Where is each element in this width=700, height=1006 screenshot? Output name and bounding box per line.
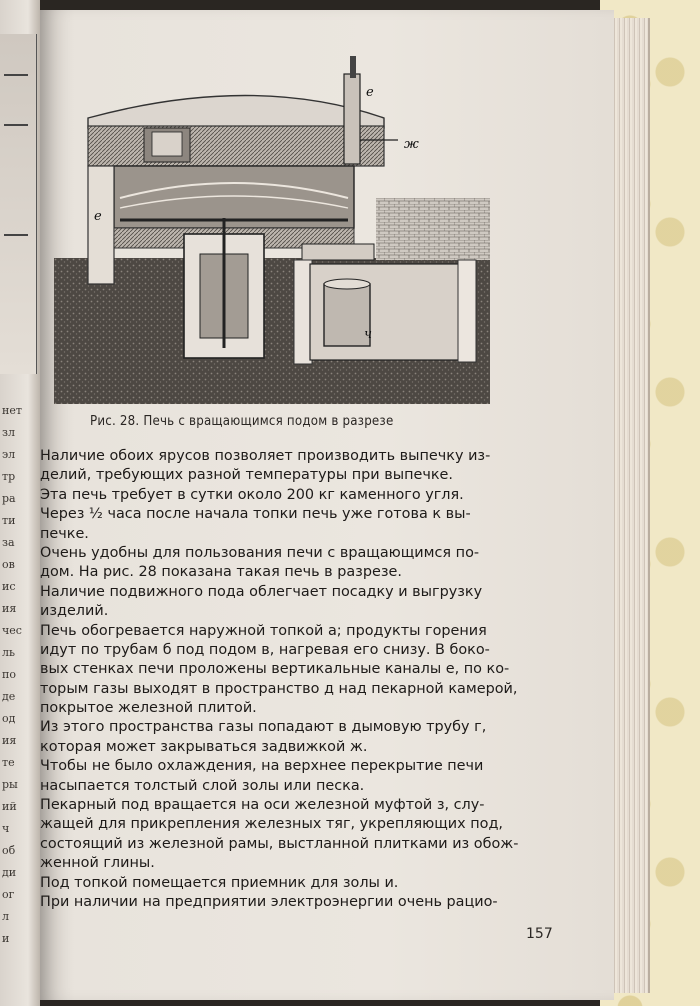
- label-zh: ж: [404, 137, 419, 152]
- oven-drawing: [54, 48, 490, 404]
- label-e-top: е: [366, 85, 374, 100]
- previous-page-text-fragment: де: [2, 690, 16, 703]
- previous-page-text-fragment: ог: [2, 888, 15, 901]
- page-number: 157: [526, 926, 553, 942]
- figure-caption: Рис. 28. Печь с вращающимся подом в разрезе: [90, 414, 394, 429]
- text-line: которая может закрываться задвижкой ж.: [40, 738, 368, 755]
- previous-page-text-fragment: зл: [2, 426, 15, 439]
- label-ch: ч: [364, 327, 373, 342]
- previous-page-text-fragment: ди: [2, 866, 17, 879]
- oven-cross-section-figure: [54, 48, 490, 404]
- text-line: делий, требующих разной температуры при выпечке.: [40, 467, 453, 484]
- previous-page-text-fragment: ис: [2, 580, 16, 593]
- previous-page-text-fragment: л: [2, 910, 9, 923]
- text-line: Очень удобны для пользования печи с вращающимся по-: [40, 544, 480, 561]
- previous-page-text-fragment: и: [2, 932, 10, 945]
- book-page: [40, 10, 614, 1000]
- text-line: Под топкой помещается приемник для золы и.: [40, 874, 399, 891]
- body-text: [40, 447, 585, 912]
- previous-page: [0, 0, 40, 1006]
- previous-page-text-fragment: ий: [2, 800, 17, 813]
- text-line: женной глины.: [40, 855, 155, 872]
- previous-page-text-fragment: те: [2, 756, 15, 769]
- text-line: Из этого пространства газы попадают в дымовую трубу г,: [40, 719, 487, 736]
- label-e-left: е: [94, 209, 102, 224]
- previous-page-text-fragment: по: [2, 668, 16, 681]
- text-line: При наличии на предприятии электроэнергии очень рацио-: [40, 893, 498, 910]
- previous-page-text-fragment: за: [2, 536, 15, 549]
- previous-page-text-fragment: эл: [2, 448, 16, 461]
- text-line: покрытое железной плитой.: [40, 700, 257, 717]
- previous-page-text-fragment: ия: [2, 602, 17, 615]
- text-line: Чтобы не было охлаждения, на верхнее перекрытие печи: [40, 758, 484, 775]
- previous-page-text-fragment: нет: [2, 404, 22, 417]
- book-page-edges: [612, 18, 650, 993]
- text-line: торым газы выходят в пространство д над пекарной камерой,: [40, 680, 518, 697]
- text-line: дом. На рис. 28 показана такая печь в разрезе.: [40, 564, 402, 581]
- text-line: Наличие подвижного пода облегчает посадку и выгрузку: [40, 583, 483, 600]
- previous-page-text-fragment: ра: [2, 492, 16, 505]
- text-line: изделий.: [40, 603, 109, 620]
- text-line: жащей для прикрепления железных тяг, укрепляющих под,: [40, 816, 503, 833]
- text-line: идут по трубам б под подом в, нагревая его снизу. В боко-: [40, 641, 490, 658]
- previous-page-text-fragment: ль: [2, 646, 15, 659]
- text-line: Эта печь требует в сутки около 200 кг каменного угля.: [40, 486, 464, 503]
- text-line: Пекарный под вращается на оси железной муфтой з, слу-: [40, 797, 485, 814]
- text-line: состоящий из железной рамы, выстланной плитками из обож-: [40, 835, 519, 852]
- previous-page-figure: [0, 34, 37, 374]
- text-line: Наличие обоих ярусов позволяет производить выпечку из-: [40, 448, 491, 464]
- text-line: вых стенках печи проложены вертикальные каналы е, по ко-: [40, 661, 510, 678]
- previous-page-text-fragment: об: [2, 844, 16, 857]
- previous-page-text-fragment: ия: [2, 734, 17, 747]
- previous-page-text-fragment: ти: [2, 514, 16, 527]
- previous-page-text-fragment: ов: [2, 558, 15, 571]
- previous-page-text-fragment: ры: [2, 778, 18, 791]
- text-line: Печь обогревается наружной топкой а; продукты горения: [40, 622, 487, 639]
- previous-page-text-fragment: ч: [2, 822, 10, 835]
- previous-page-text-fragment: чес: [2, 624, 22, 637]
- previous-page-text-fragment: од: [2, 712, 16, 725]
- text-line: печке.: [40, 525, 89, 542]
- text-line: насыпается толстый слой золы или песка.: [40, 777, 365, 794]
- text-line: Через ½ часа после начала топки печь уже готова к вы-: [40, 506, 471, 523]
- previous-page-text-fragment: тр: [2, 470, 16, 483]
